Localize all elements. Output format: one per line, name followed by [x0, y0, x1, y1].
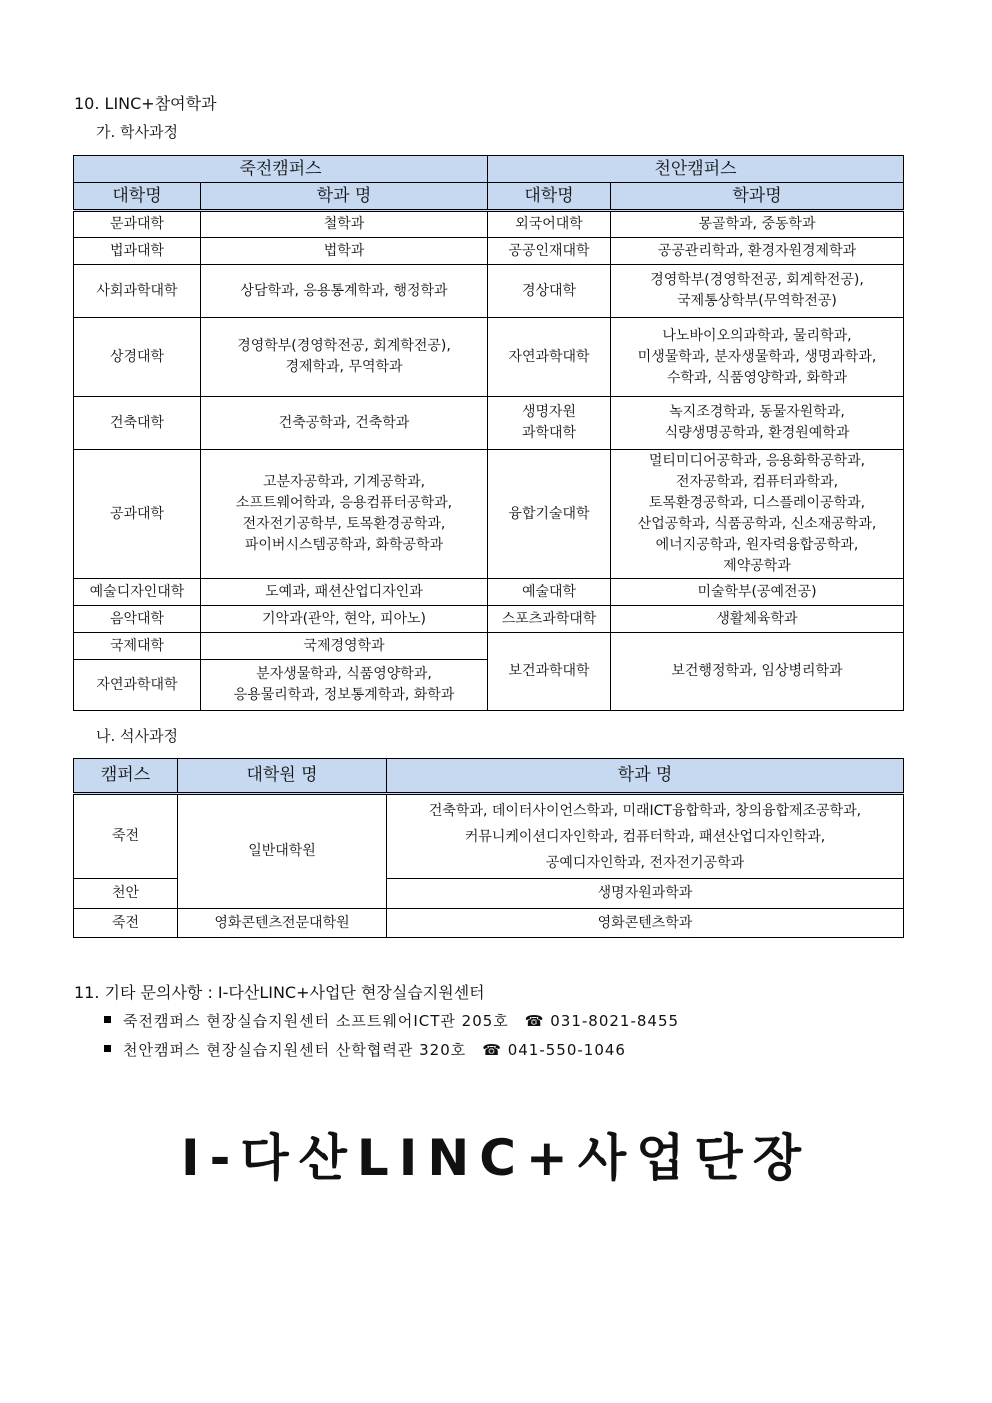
- section-11-title: 11. 기타 문의사항 : I-다산LINC+사업단 현장실습지원센터: [74, 983, 485, 1002]
- college-cell: 국제대학: [74, 633, 201, 660]
- dept-cell: 상담학과, 응용통계학과, 행정학과: [201, 265, 488, 318]
- college-cell: 스포츠과학대학: [488, 606, 611, 633]
- college-header-left: 대학명: [74, 183, 201, 211]
- campus-cell: 죽전: [74, 794, 178, 879]
- college-cell: 경상대학: [488, 265, 611, 318]
- campus-cheonan-header: 천안캠퍼스: [488, 156, 904, 183]
- table-row: [74, 397, 904, 450]
- dept-cell: 영화콘텐츠학과: [387, 909, 904, 938]
- college-cell: 음악대학: [74, 606, 201, 633]
- dept-cell: 건축공학과, 건축학과: [201, 397, 488, 450]
- dept-header-right: 학과명: [611, 183, 904, 211]
- grad-school-cell: 일반대학원: [178, 794, 387, 909]
- table-row: [74, 579, 904, 606]
- college-cell: 공공인재대학: [488, 238, 611, 265]
- grad-school-cell: 영화콘텐츠전문대학원: [178, 909, 387, 938]
- undergrad-table: [73, 155, 904, 711]
- campus-cell: 천안: [74, 879, 178, 909]
- table-row: [74, 265, 904, 318]
- table-row: [74, 450, 904, 579]
- college-cell: 문과대학: [74, 211, 201, 238]
- dept-cell: 법학과: [201, 238, 488, 265]
- campus-cell: 죽전: [74, 909, 178, 938]
- dept-cell: 고분자공학과, 기계공학과, 소프트웨어학과, 응용컴퓨터공학과, 전자전기공학부, 토목환경공학과, 파이버시스템공학과, 화학공학과: [201, 450, 488, 579]
- dept-cell: 도예과, 패션산업디자인과: [201, 579, 488, 606]
- section-10-title: 10. LINC+참여학과: [74, 94, 217, 113]
- dept-cell: 건축학과, 데이터사이언스학과, 미래ICT융합학과, 창의융합제조공학과, 커뮤니케이션디자인학과, 컴퓨터학과, 패션산업디자인학과, 공예디자인학과, 전자전기공학과: [387, 794, 904, 879]
- college-cell: 예술디자인대학: [74, 579, 201, 606]
- college-cell: 융합기술대학: [488, 450, 611, 579]
- dept-cell: 국제경영학과: [201, 633, 488, 660]
- dept-cell: 경영학부(경영학전공, 회계학전공), 경제학과, 무역학과: [201, 318, 488, 397]
- table-row: [74, 794, 904, 879]
- signature: I-다산LINC+사업단장: [180, 1129, 812, 1187]
- dept-cell: 공공관리학과, 환경자원경제학과: [611, 238, 904, 265]
- dept-header-left: 학과 명: [201, 183, 488, 211]
- college-cell: 사회과학대학: [74, 265, 201, 318]
- college-cell: 공과대학: [74, 450, 201, 579]
- dept-cell: 보건행정학과, 임상병리학과: [611, 633, 904, 711]
- dept-cell: 녹지조경학과, 동물자원학과, 식량생명공학과, 환경원예학과: [611, 397, 904, 450]
- campus-jukjeon-header: 죽전캠퍼스: [74, 156, 488, 183]
- college-cell: 자연과학대학: [74, 660, 201, 711]
- dept-cell: 몽골학과, 중동학과: [611, 211, 904, 238]
- table-row: [74, 633, 904, 660]
- undergrad-subtitle: 가. 학사과정: [96, 123, 178, 141]
- college-cell: 생명자원 과학대학: [488, 397, 611, 450]
- table-row: [74, 211, 904, 238]
- college-cell: 보건과학대학: [488, 633, 611, 711]
- dept-cell: 나노바이오의과학과, 물리학과, 미생물학과, 분자생물학과, 생명과학과, 수학과, 식품영양학과, 화학과: [611, 318, 904, 397]
- table-row: [74, 909, 904, 938]
- contact-jukjeon: [104, 1010, 679, 1031]
- campus-header: 캠퍼스: [74, 759, 178, 794]
- bullet-square-icon: [104, 1045, 111, 1052]
- college-cell: 상경대학: [74, 318, 201, 397]
- table-row: [74, 606, 904, 633]
- grad-school-header: 대학원 명: [178, 759, 387, 794]
- master-subtitle: 나. 석사과정: [96, 727, 178, 745]
- contact-phone: ☎ 041-550-1046: [482, 1041, 626, 1059]
- contact-phone: ☎ 031-8021-8455: [524, 1012, 680, 1030]
- dept-cell: 경영학부(경영학전공, 회계학전공), 국제통상학부(무역학전공): [611, 265, 904, 318]
- college-cell: 건축대학: [74, 397, 201, 450]
- dept-header: 학과 명: [387, 759, 904, 794]
- table-row: [74, 238, 904, 265]
- dept-cell: 멀티미디어공학과, 응용화학공학과, 전자공학과, 컴퓨터과학과, 토목환경공학과, 디스플레이공학과, 산업공학과, 식품공학과, 신소재공학과, 에너지공학과, 원자력융합공학과, 제약공학과: [611, 450, 904, 579]
- college-cell: 예술대학: [488, 579, 611, 606]
- college-cell: 외국어대학: [488, 211, 611, 238]
- dept-cell: 분자생물학과, 식품영양학과, 응용물리학과, 정보통계학과, 화학과: [201, 660, 488, 711]
- table-row: [74, 318, 904, 397]
- dept-cell: 생명자원과학과: [387, 879, 904, 909]
- dept-cell: 기악과(관악, 현악, 피아노): [201, 606, 488, 633]
- contact-location: 죽전캠퍼스 현장실습지원센터 소프트웨어ICT관 205호: [123, 1012, 509, 1030]
- contact-cheonan: [104, 1039, 626, 1060]
- master-table: [73, 758, 904, 938]
- college-cell: 자연과학대학: [488, 318, 611, 397]
- dept-cell: 미술학부(공예전공): [611, 579, 904, 606]
- contact-location: 천안캠퍼스 현장실습지원센터 산학협력관 320호: [123, 1041, 467, 1059]
- dept-cell: 철학과: [201, 211, 488, 238]
- college-header-right: 대학명: [488, 183, 611, 211]
- college-cell: 법과대학: [74, 238, 201, 265]
- dept-cell: 생활체육학과: [611, 606, 904, 633]
- bullet-square-icon: [104, 1016, 111, 1023]
